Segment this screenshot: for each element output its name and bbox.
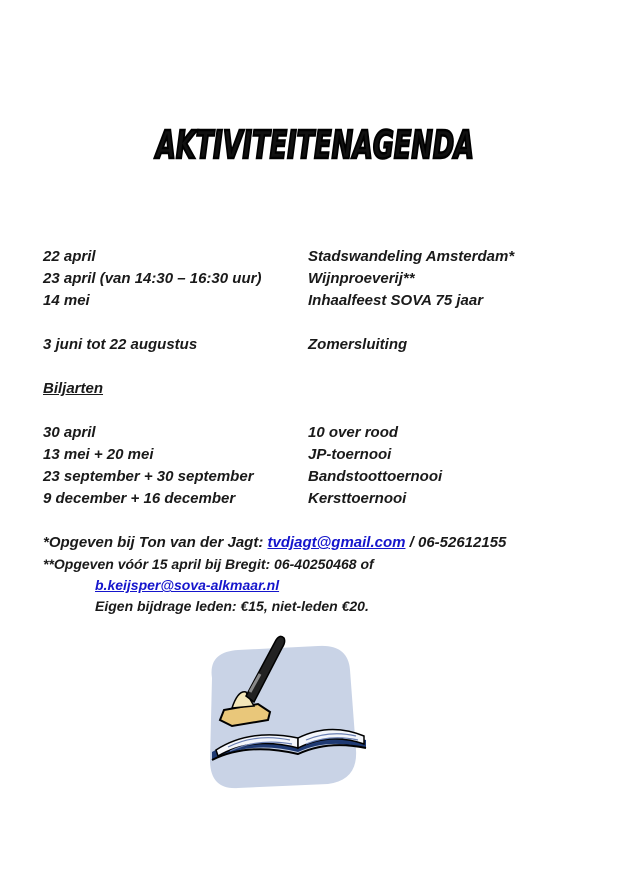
agenda-event: Inhaalfeest SOVA 75 jaar: [308, 292, 484, 309]
pen-book-icon: [198, 630, 373, 795]
agenda-date: 30 april: [43, 424, 96, 441]
agenda-date: 13 mei + 20 mei: [43, 446, 154, 463]
footnotes: [43, 532, 603, 617]
email-link-ton[interactable]: tvdjagt@gmail.com: [267, 534, 406, 551]
footnote-1-phone: / 06-52612155: [405, 534, 507, 551]
agenda-row: [43, 290, 603, 312]
agenda-row: [43, 488, 603, 510]
agenda-event: Wijnproeverij**: [308, 270, 415, 287]
agenda-row: [43, 466, 603, 488]
agenda-date: 22 april: [43, 248, 96, 265]
contribution-note: Eigen bijdrage leden: €15, niet-leden €20.: [95, 598, 369, 614]
title-text: AKTIVITEITENAGENDA: [153, 123, 474, 167]
agenda-event: 10 over rood: [308, 424, 399, 441]
page-title: [150, 112, 480, 172]
wordart-title: [150, 112, 480, 172]
email-link-bregit[interactable]: b.keijsper@sova-alkmaar.nl: [95, 577, 280, 593]
footnote-2: **Opgeven vóór 15 april bij Bregit: 06-40250468 of: [43, 556, 374, 572]
agenda: [43, 246, 603, 510]
footnote-1: [43, 532, 603, 554]
footnote-1-text: *Opgeven bij Ton van der Jagt:: [43, 534, 268, 551]
agenda-row: [43, 422, 603, 444]
agenda-event: JP-toernooi: [308, 446, 392, 463]
agenda-row: [43, 246, 603, 268]
footnote-2-email-line: [43, 575, 603, 596]
agenda-date: 23 september + 30 september: [43, 468, 254, 485]
agenda-date: 14 mei: [43, 292, 90, 309]
summer-closing-row: [43, 334, 603, 356]
agenda-event: Zomersluiting: [308, 336, 408, 353]
agenda-row: [43, 444, 603, 466]
agenda-event: Bandstoottoernooi: [308, 468, 443, 485]
agenda-date: 9 december + 16 december: [43, 490, 236, 507]
pen-and-book-clipart: [198, 630, 373, 795]
agenda-event: Kersttoernooi: [308, 490, 407, 507]
agenda-date: 23 april (van 14:30 – 16:30 uur): [43, 270, 262, 287]
section-heading-biljarten: Biljarten: [43, 380, 104, 397]
agenda-date: 3 juni tot 22 augustus: [43, 336, 198, 353]
agenda-event: Stadswandeling Amsterdam*: [308, 248, 515, 265]
agenda-row: [43, 268, 603, 290]
